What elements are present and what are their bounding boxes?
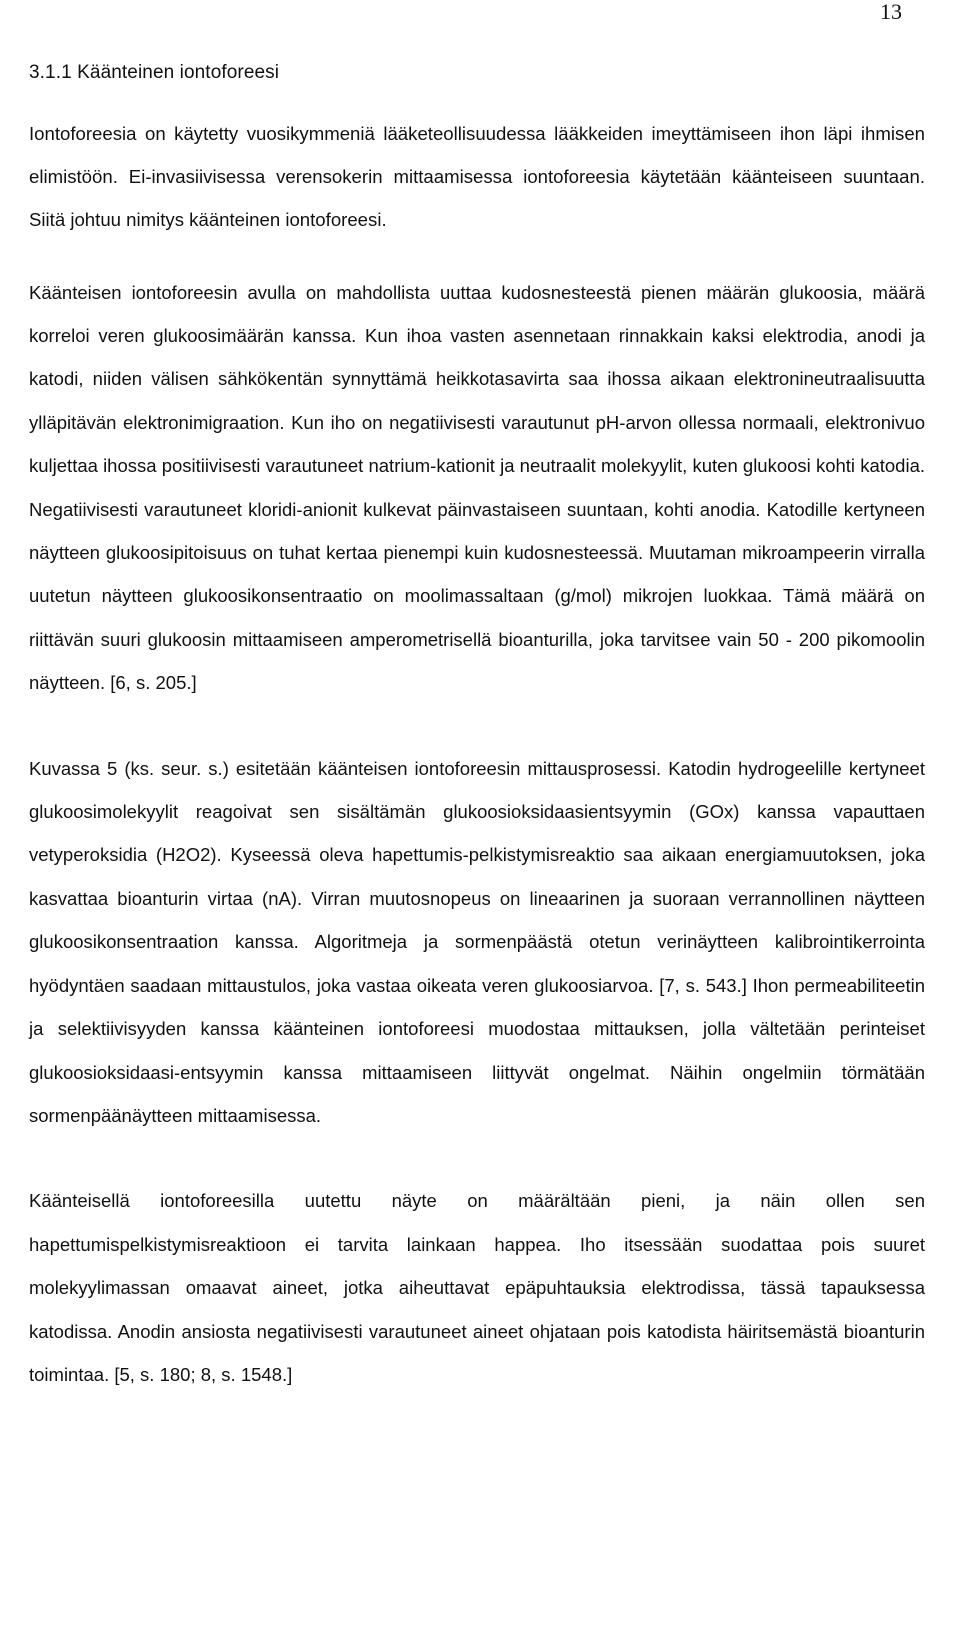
page-number: 13 (880, 0, 902, 24)
paragraph-measurement-process: Kuvassa 5 (ks. seur. s.) esitetään käänteisen iontoforeesin mittausprosessi. Katodin hydrogeelille kertyneet glukoosimolekyylit reagoivat sen sisältämän glukoosioksidaasientsyymin (GOx) kanssa vapauttaen vetyperoksidia (H2O2). Kyseessä oleva hapettumis-pelkistymisreaktio saa aikaan energiamuutoksen, joka kasvattaa bioanturin virtaa (nA). Virran muutosnopeus on lineaarinen ja suoraan verrannollinen näytteen glukoosikonsentraation kanssa. Algoritmeja ja sormenpäästä otetun verinäytteen kalibrointikerrointa hyödyntäen saadaan mittaustulos, joka vastaa oikeata veren glukoosiarvoa. [7, s. 543.] Ihon permeabiliteetin ja selektiivisyyden kanssa käänteinen iontoforeesi muodostaa mittauksen, jolla vältetään perinteiset glukoosioksidaasi-entsyymin kanssa mittaamiseen liittyvät ongelmat. Näihin ongelmiin törmätään sormenpäänäytteen mittaamisessa. (29, 757, 925, 1126)
paragraph-intro: Iontoforeesia on käytetty vuosikymmeniä lääketeollisuudessa lääkkeiden imeyttämiseen ihon läpi ihmisen elimistöön. Ei-invasiivisessa verensokerin mittaamisessa iontoforeesia käytetään käänteiseen suuntaan. Siitä johtuu nimitys käänteinen iontoforeesi. (29, 123, 925, 231)
paragraph-sample-properties: Käänteisellä iontoforeesilla uutettu näyte on määrältään pieni, ja näin ollen sen hapettumispelkistymisreaktioon ei tarvita lainkaan happea. Iho itsessään suodattaa pois suuret molekyylimassan omaavat aineet, jotka aiheuttavat epäpuhtauksia elektrodissa, tässä tapauksessa katodissa. Anodin ansiosta negatiivisesti varautuneet aineet ohjataan pois katodista häiritsemästä bioanturin toimintaa. [5, s. 180; 8, s. 1548.] (29, 1190, 925, 1385)
paragraph-extraction: Käänteisen iontoforeesin avulla on mahdollista uuttaa kudosnesteestä pienen määrän glukoosia, määrä korreloi veren glukoosimäärän kanssa. Kun ihoa vasten asennetaan rinnakkain kaksi elektrodia, anodi ja katodi, niiden välisen sähkökentän synnyttämä heikkotasavirta saa ihossa aikaan elektronineutraalisuutta ylläpitävän elektronimigraation. Kun iho on negatiivisesti varautunut pH-arvon ollessa normaali, elektronivuo kuljettaa ihossa positiivisesti varautuneet natrium-kationit ja neutraalit molekyylit, kuten glukoosi kohti katodia. Negatiivisesti varautuneet kloridi-anionit kulkevat päinvastaiseen suuntaan, kohti anodia. Katodille kertyneen näytteen glukoosipitoisuus on tuhat kertaa pienempi kuin kudosnesteessä. Muutaman mikroampeerin virralla uutetun näytteen glukoosikonsentraatio on moolimassaltaan (g/mol) mikrojen luokkaa. Tämä määrä on riittävän suuri glukoosin mittaamiseen amperometrisellä bioanturilla, joka tarvitsee vain 50 - 200 pikomoolin näytteen. [6, s. 205.] (29, 281, 925, 694)
document-body (29, 58, 925, 1396)
section-heading: 3.1.1 Käänteinen iontoforeesi (29, 62, 280, 83)
